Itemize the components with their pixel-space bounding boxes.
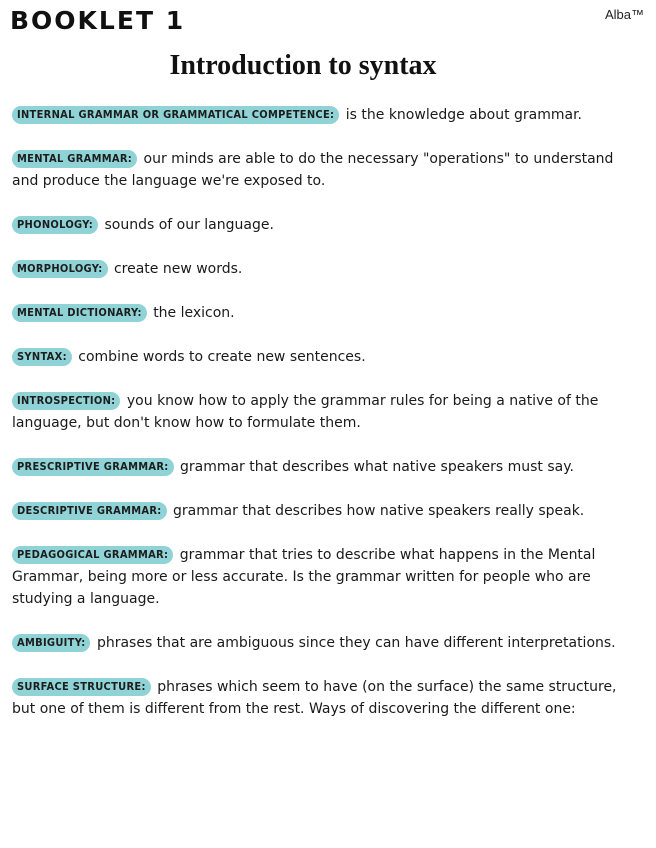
glossary-entry-phonology (12, 214, 632, 236)
term-label: SYNTAX: (12, 348, 72, 366)
author-mark: Alba™ (604, 7, 644, 22)
term-definition: you know how to apply the grammar rules for being a native of the language, but don't know how to formulate them. (12, 393, 599, 431)
glossary-entry-internal-grammar (12, 104, 632, 126)
glossary-entry-surface-structure (12, 676, 632, 720)
term-definition: grammar that tries to describe what happens in the Mental Grammar, being more or less accurate. Is the grammar written for people who are studying a language. (12, 547, 596, 607)
term-label: DESCRIPTIVE GRAMMAR: (12, 502, 167, 520)
term-definition: grammar that describes what native speakers must say. (179, 459, 574, 475)
glossary (12, 104, 632, 742)
term-definition: our minds are able to do the necessary "operations" to understand and produce the language we're exposed to. (12, 151, 614, 189)
term-label: INTROSPECTION: (12, 392, 120, 410)
glossary-entry-mental-dictionary (12, 302, 632, 324)
term-definition: is the knowledge about grammar. (345, 107, 583, 123)
term-definition: the lexicon. (153, 305, 235, 321)
term-label: MORPHOLOGY: (12, 260, 108, 278)
term-label: PEDAGOGICAL GRAMMAR: (12, 546, 173, 564)
term-definition: sounds of our language. (104, 217, 274, 233)
term-definition: phrases which seem to have (on the surface) the same structure, but one of them is different from the rest. Ways of discovering the different one: (12, 679, 617, 717)
term-label: SURFACE STRUCTURE: (12, 678, 151, 696)
glossary-entry-ambiguity (12, 632, 632, 654)
term-label: MENTAL DICTIONARY: (12, 304, 147, 322)
glossary-entry-mental-grammar (12, 148, 632, 192)
term-label: INTERNAL GRAMMAR OR GRAMMATICAL COMPETENCE: (12, 106, 339, 124)
term-definition: grammar that describes how native speakers really speak. (173, 503, 585, 519)
term-label: PRESCRIPTIVE GRAMMAR: (12, 458, 174, 476)
term-label: MENTAL GRAMMAR: (12, 150, 137, 168)
glossary-entry-pedagogical-grammar (12, 544, 632, 610)
term-definition: phrases that are ambiguous since they can have different interpretations. (96, 635, 616, 651)
glossary-entry-morphology (12, 258, 632, 280)
page-title: Introduction to syntax (169, 50, 437, 81)
glossary-entry-prescriptive-grammar (12, 456, 632, 478)
term-label: AMBIGUITY: (12, 634, 90, 652)
glossary-entry-syntax (12, 346, 632, 368)
glossary-entry-introspection (12, 390, 632, 434)
glossary-entry-descriptive-grammar (12, 500, 632, 522)
term-definition: combine words to create new sentences. (78, 349, 366, 365)
term-label: PHONOLOGY: (12, 216, 98, 234)
term-definition: create new words. (113, 261, 243, 277)
booklet-label: BOOKLET 1 (10, 6, 186, 35)
